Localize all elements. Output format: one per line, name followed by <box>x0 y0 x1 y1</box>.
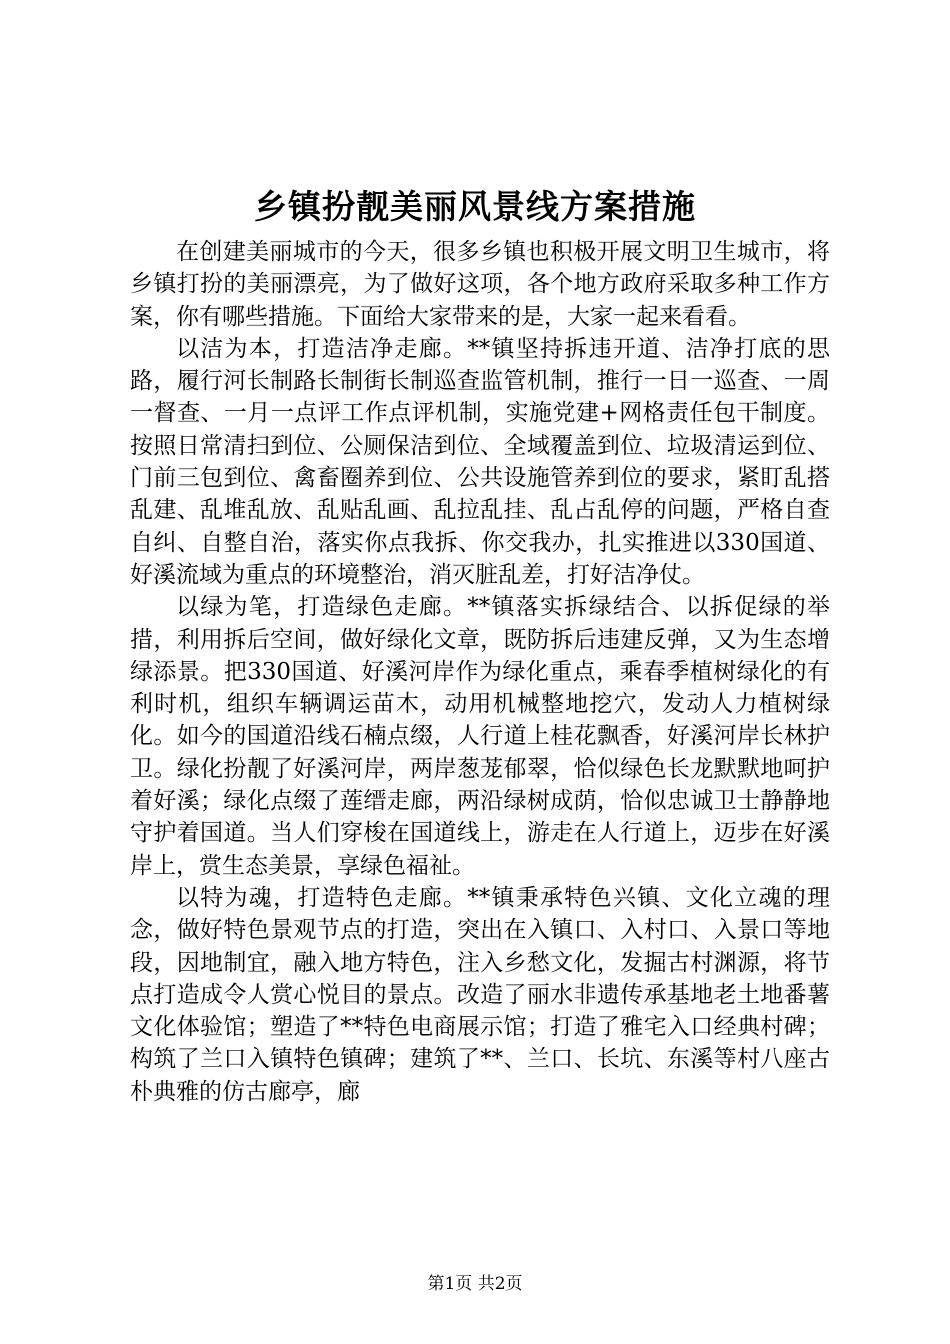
paragraph-green-corridor: 以绿为笔，打造绿色走廊。**镇落实拆绿结合、以拆促绿的举措，利用拆后空间，做好绿化文章，既防拆后违建反弹，又为生态增绿添景。把330国道、好溪河岸作为绿化重点，乘春季植树绿化的有利时机，组织车辆调运苗木，动用机械整地挖穴，发动人力植树绿化。如今的国道沿线石楠点缀，人行道上桂花飘香，好溪河岸长林护卫。绿化扮靓了好溪河岸，两岸葱茏郁翠，恰似绿色长龙默默地呵护着好溪；绿化点缀了莲缙走廊，两沿绿树成荫，恰似忠诚卫士静静地守护着国道。当人们穿梭在国道线上，游走在人行道上，迈步在好溪岸上，赏生态美景，享绿色福祉。 <box>130 594 830 879</box>
paragraph-clean-corridor: 以洁为本，打造洁净走廊。**镇坚持拆违开道、洁净打底的思路，履行河长制路长制街长制巡查监管机制，推行一日一巡查、一周一督查、一月一点评工作点评机制，实施党建+网格责任包干制度。按照日常清扫到位、公厕保洁到位、全域覆盖到位、垃圾清运到位、门前三包到位、禽畜圈养到位、公共设施管养到位的要求，紧盯乱搭乱建、乱堆乱放、乱贴乱画、乱拉乱挂、乱占乱停的问题，严格自查自纠、自整自治，落实你点我拆、你交我办，扎实推进以330国道、好溪流域为重点的环境整治，消灭脏乱差，打好洁净仗。 <box>130 335 830 588</box>
page-number-total: 共2页 <box>477 1274 523 1294</box>
page-footer <box>0 1272 950 1296</box>
paragraph-feature-corridor: 以特为魂，打造特色走廊。**镇秉承特色兴镇、文化立魂的理念，做好特色景观节点的打造，突出在入镇口、入村口、入景口等地段，因地制宜，融入地方特色，注入乡愁文化，发掘古村渊源，将节点打造成令人赏心悦目的景点。改造了丽水非遗传承基地老土地番薯文化体验馆；塑造了**特色电商展示馆；打造了雅宅入口经典村碑；构筑了兰口入镇特色镇碑；建筑了**、兰口、长坑、东溪等村八座古朴典雅的仿古廊亭，廊 <box>130 884 830 1105</box>
paragraph-intro: 在创建美丽城市的今天，很多乡镇也积极开展文明卫生城市，将乡镇打扮的美丽漂亮，为了做好这项，各个地方政府采取多种工作方案，你有哪些措施。下面给大家带来的是，大家一起来看看。 <box>130 239 830 330</box>
document-body <box>130 236 830 1108</box>
document-title: 乡镇扮靓美丽风景线方案措施 <box>254 187 696 226</box>
page-number-current: 第1页 <box>427 1274 473 1294</box>
